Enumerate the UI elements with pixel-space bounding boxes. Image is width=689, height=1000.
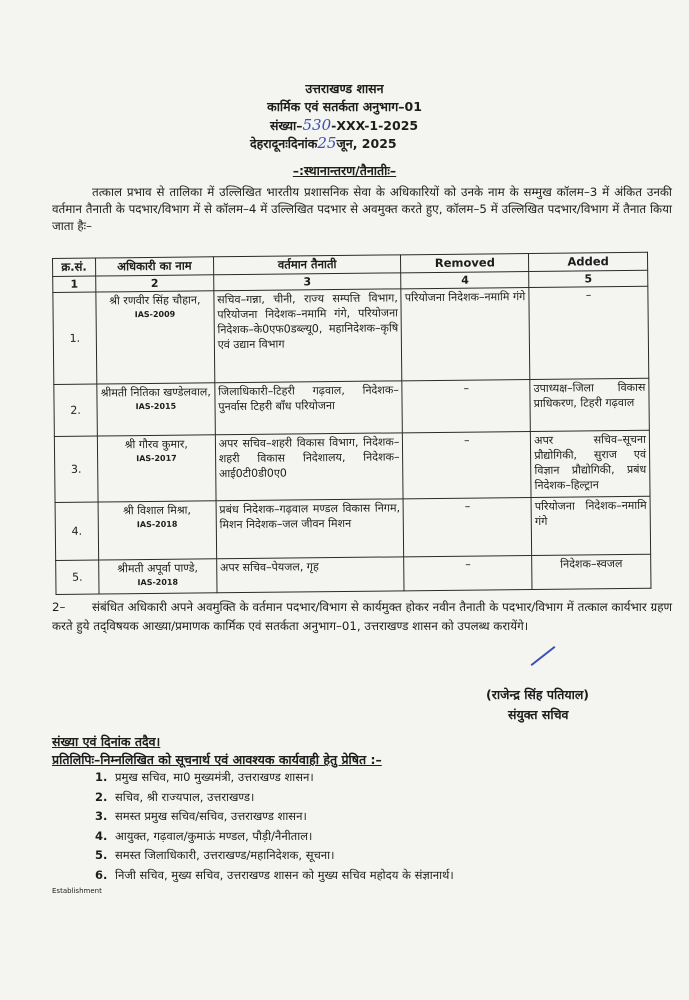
current-posting: प्रबंध निदेशक–गढ़वाल मण्डल विकास निगम, मिशन निदेशक–जल जीवन मिशन bbox=[216, 499, 404, 559]
signature-mark bbox=[531, 646, 556, 666]
copy-reference: संख्या एवं दिनांक तदैव। bbox=[52, 734, 161, 749]
header-officer-name: अधिकारी का नाम bbox=[95, 257, 213, 276]
item-text: प्रमुख सचिव, मा0 मुख्यमंत्री, उत्तराखण्ड शासन। bbox=[115, 770, 314, 784]
added-post: उपाध्यक्ष–जिला विकास प्राधिकरण, टिहरी गढ़वाल bbox=[530, 378, 649, 431]
colnum-1: 1 bbox=[53, 276, 96, 292]
table-row bbox=[54, 430, 650, 502]
table-row bbox=[53, 286, 649, 384]
number-suffix: -XXX-1-2025 bbox=[331, 118, 419, 133]
date-handwritten: 25 bbox=[317, 134, 337, 152]
row-serial: 1. bbox=[53, 292, 97, 384]
header-current-posting: वर्तमान तैनाती bbox=[213, 255, 401, 275]
item-text: आयुक्त, गढ़वाल/कुमाऊं मण्डल, पौड़ी/नैनीताल। bbox=[115, 828, 313, 843]
removed-post: – bbox=[403, 497, 531, 556]
item-text: समस्त प्रमुख सचिव/सचिव, उत्तराखण्ड शासन। bbox=[115, 809, 307, 823]
header-added: Added bbox=[529, 252, 648, 271]
signatory-name: (राजेन्द्र सिंह पतियाल) bbox=[486, 687, 590, 702]
item-number: 5. bbox=[95, 848, 108, 862]
officer-name: श्री रणवीर सिंह चौहान, bbox=[109, 293, 201, 308]
list-item bbox=[95, 827, 454, 847]
officer-batch: IAS-2009 bbox=[134, 309, 176, 320]
officer-cell bbox=[97, 435, 215, 502]
paragraph-2-text: संबंधित अधिकारी अपने अवमुक्ति के वर्तमान पदभार/विभाग से कार्यमुक्त होकर नवीन तैनाती के पदभार/विभाग में तत्काल कार्यभार ग्रहण करते हुये तद्‌विषयक आख्या/प्रमाणक कार्मिक एवं सतर्कता अनुभाग–01, उत्तराखण्ड शासन को उपलब्ध करायेंगे। bbox=[52, 600, 672, 633]
officer-cell bbox=[97, 383, 215, 436]
officer-name: श्री गौरव कुमार, bbox=[124, 437, 188, 452]
item-text: समस्त जिलाधिकारी, उत्तराखण्ड/महानिदेशक, सूचना। bbox=[115, 848, 335, 862]
table-row bbox=[55, 496, 651, 560]
colnum-3: 3 bbox=[213, 273, 401, 291]
added-post: अपर सचिव–सूचना प्रौद्योगिकी, सुराज एवं विज्ञान प्रौद्योगिकी, प्रबंध निदेशक–हिल्ट्रान bbox=[531, 430, 650, 497]
department-title: कार्मिक एवं सतर्कता अनुभाग–01 bbox=[267, 99, 422, 114]
removed-post: – bbox=[403, 431, 531, 498]
colnum-4: 4 bbox=[401, 272, 529, 289]
item-text: सचिव, श्री राज्यपाल, उत्तराखण्ड। bbox=[115, 789, 255, 804]
list-item bbox=[95, 846, 454, 866]
copy-heading: प्रतिलिपिः–निम्नलिखित को सूचनार्थ एवं आवश्यक कार्यवाही हेतु प्रेषित :– bbox=[52, 752, 382, 767]
number-handwritten: 530 bbox=[302, 116, 332, 134]
header-serial: क्र.सं. bbox=[53, 258, 96, 276]
removed-post: – bbox=[402, 380, 530, 433]
paragraph-2-number: 2– bbox=[52, 600, 66, 614]
officer-cell bbox=[99, 559, 217, 594]
order-date bbox=[250, 134, 397, 152]
number-prefix: संख्या– bbox=[270, 118, 303, 133]
row-serial: 2. bbox=[54, 384, 97, 436]
current-posting: अपर सचिव–पेयजल, गृह bbox=[216, 557, 404, 593]
added-post: निदेशक–स्वजल bbox=[532, 554, 651, 589]
copy-list bbox=[95, 768, 454, 885]
row-serial: 4. bbox=[55, 502, 99, 560]
officer-name: श्रीमती नितिका खण्डेलवाल, bbox=[100, 385, 211, 400]
colnum-5: 5 bbox=[529, 270, 648, 287]
list-item bbox=[95, 866, 454, 886]
order-number bbox=[270, 116, 418, 134]
officer-cell bbox=[96, 291, 215, 384]
removed-post: परियोजना निदेशक–नमामि गंगे bbox=[401, 288, 530, 381]
item-number: 3. bbox=[95, 809, 108, 823]
officer-batch: IAS-2017 bbox=[136, 453, 177, 464]
current-posting: सचिव–गन्ना, चीनी, राज्य सम्पत्ति विभाग, परियोजना निदेशक–नमामि गंगे, परियोजना निदेशक–के0एफ0डब्ल्यू0, महानिदेशक–कृषि एवं उद्यान विभाग bbox=[214, 289, 403, 383]
intro-paragraph: तत्काल प्रभाव से तालिका में उल्लिखित भारतीय प्रशासनिक सेवा के अधिकारियों को उनके नाम के सम्मुख कॉलम–3 में अंकित उनकी वर्तमान तैनाती के पदभार/विभाग में से कॉलम–4 में उल्लिखित पदभार से अवमुक्त करते हुए, कॉलम–5 में उल्लिखित पदभार/विभाग में तैनात किया जाता हैः– bbox=[52, 185, 672, 233]
added-post: परियोजना निदेशक–नमामि गंगे bbox=[531, 496, 650, 555]
table-row bbox=[54, 378, 650, 436]
list-item bbox=[95, 807, 454, 827]
item-text: निजी सचिव, मुख्य सचिव, उत्तराखण्ड शासन को मुख्य सचिव महोदय के संज्ञानार्थ। bbox=[115, 867, 454, 882]
current-posting: जिलाधिकारी–टिहरी गढ़वाल, निदेशक– पुनर्वास टिहरी बाँध परियोजना bbox=[215, 381, 403, 435]
row-serial: 3. bbox=[54, 436, 98, 502]
removed-post: – bbox=[404, 555, 532, 590]
header-removed: Removed bbox=[401, 254, 529, 273]
officer-batch: IAS-2015 bbox=[135, 401, 177, 412]
date-prefix: देहरादूनःदिनांक bbox=[250, 136, 318, 151]
date-suffix: जून, 2025 bbox=[336, 136, 397, 151]
item-number: 6. bbox=[95, 867, 108, 882]
signatory-designation: संयुक्त सचिव bbox=[508, 707, 569, 722]
list-item bbox=[95, 788, 454, 808]
table-row bbox=[56, 554, 651, 594]
added-post: – bbox=[529, 286, 649, 379]
officer-name: श्री विशाल मिश्रा, bbox=[122, 503, 192, 518]
current-posting: अपर सचिव–शहरी विकास विभाग, निदेशक–शहरी विकास निदेशालय, निदेशक–आई0टी0डी0ए0 bbox=[215, 433, 403, 501]
officer-batch: IAS-2018 bbox=[136, 519, 178, 530]
item-number: 4. bbox=[95, 828, 108, 843]
item-number: 1. bbox=[95, 770, 108, 784]
transfer-table bbox=[52, 252, 651, 595]
paragraph-2 bbox=[52, 598, 672, 636]
govt-title: उत्तराखण्ड शासन bbox=[305, 81, 384, 96]
item-number: 2. bbox=[95, 789, 108, 804]
row-serial: 5. bbox=[56, 560, 99, 594]
officer-batch: IAS-2018 bbox=[137, 577, 179, 588]
officer-cell bbox=[98, 501, 216, 560]
colnum-2: 2 bbox=[96, 275, 214, 292]
subject-heading: –:स्थानान्तरण/तैनातीः– bbox=[292, 163, 397, 178]
footer-label: Establishment bbox=[52, 887, 102, 895]
list-item bbox=[95, 768, 454, 788]
officer-name: श्रीमती अपूर्वा पाण्डे, bbox=[117, 561, 198, 576]
